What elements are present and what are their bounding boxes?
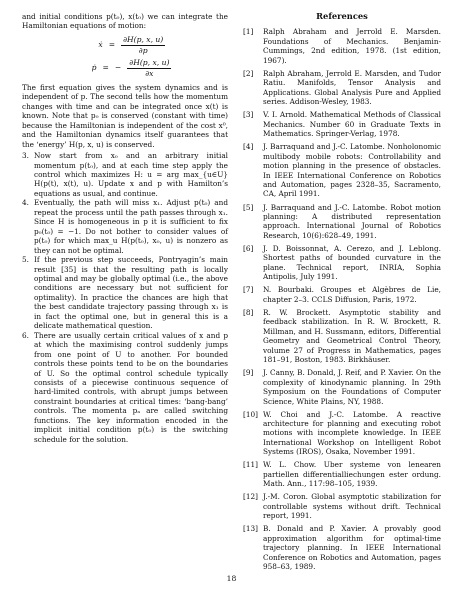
reference-number: [5] <box>243 202 254 212</box>
equation-p-dot-sign: − <box>114 63 122 73</box>
reference-number: [3] <box>243 110 254 120</box>
step-item <box>22 198 228 255</box>
references-heading: References <box>316 11 368 21</box>
reference-text: B. Donald and P. Xavier. A provably good approximation algorithm for optimal-time trajectory planning. In IEEE International Conference on Robotics and Automation, pages 958–63, 1989. <box>263 524 441 572</box>
reference-text: Ralph Abraham, Jerrold E. Marsden, and Tudor Ratiu. Manifolds, Tensor Analysis and Applications. Global Analysis Pure and Applied series. Addison-Wesley, 1983. <box>263 68 441 107</box>
reference-text: J. Barraquand and J.-C. Latombe. Nonholonomic multibody mobile robots: Controllability and motion planning in the presence of obstacles. In IEEE International Conference on Robotics and Automation, pages 2328–35, Sacramento, CA, April 1991. <box>263 142 441 199</box>
equation-p-dot-lhs: ṗ <box>91 63 97 73</box>
reference-number: [13] <box>243 524 258 534</box>
equation-p-dot <box>22 58 228 79</box>
reference-number: [6] <box>243 243 254 253</box>
reference-item <box>243 524 441 571</box>
equation-x-dot-equals: = <box>108 40 116 50</box>
procedure-steps <box>22 151 228 444</box>
equation-x-dot <box>22 35 228 56</box>
equation-p-dot-fraction <box>127 58 171 79</box>
reference-number: [10] <box>243 409 258 419</box>
step-number: 5. <box>22 255 29 265</box>
left-column <box>22 12 228 444</box>
right-column <box>243 12 441 575</box>
step-item <box>22 151 228 198</box>
step-text: Eventually, the path will miss x₁. Adjust p(t₀) and repeat the process until the path passes through x₁. Since H is homogeneous in p it is sufficient to fix p₀(t₀) = −1. Do not bother to consider values of p(t₀) for which max_u H(p(t₀), x₀, u) is nonzero as they can not be optimal. <box>34 198 228 255</box>
equation-x-dot-fraction <box>121 35 165 56</box>
reference-text: R. W. Brockett. Asymptotic stability and feedback stabilization. In R. W. Brockett, R. Millman, and H. Sussmann, editors, Differential Geometry and Geometrical Control Theory, volume 27 of Progress in Mathematics, pages 181–91, Boston, 1983. Birkhäuser. <box>263 307 441 365</box>
reference-number: [1] <box>243 27 254 37</box>
reference-text: W. Choi and J.-C. Latombe. A reactive architecture for planning and executing robot motions with incomplete knowledge. In IEEE International Workshop on Intelligent Robot Systems (IROS), Osaka, November 1991. <box>263 409 441 457</box>
step-text: There are usually certain critical values of x and p at which the maximising control suddenly jumps from one point of U to another. For bounded controls these points tend to be on the boundaries of U. So the optimal control schedule typically consists of a piecewise continuous sequence of hard-limited controls, with abrupt jumps between constraint boundaries at critical times: ‘bang-bang’ controls. The momenta pₐ are called switching functions. The key information encoded in the implicit initial condition p(t₀) is the switching schedule for the solution. <box>34 330 228 444</box>
reference-item <box>243 368 441 406</box>
reference-number: [12] <box>243 492 258 502</box>
reference-text: N. Bourbaki. Groupes et Algèbres de Lie, chapter 2–3. CCLS Diffusion, Paris, 1972. <box>263 285 441 304</box>
page-number: 18 <box>226 574 237 583</box>
step-number: 3. <box>22 151 29 161</box>
equation-p-dot-denominator: ∂x <box>145 68 154 78</box>
reference-text: Ralph Abraham and Jerrold E. Marsden. Foundations of Mechanics. Benjamin-Cummings, 2nd edition, 1978. (1st edition, 1967). <box>263 27 441 65</box>
step-number: 6. <box>22 330 29 340</box>
reference-number: [8] <box>243 307 254 317</box>
equation-x-dot-lhs: ẋ <box>98 40 103 50</box>
reference-item <box>243 308 441 365</box>
step-item <box>22 331 228 444</box>
reference-number: [11] <box>243 460 258 470</box>
reference-item <box>243 285 441 304</box>
reference-text: W. L. Chow. Uber systeme von lenearen partiellen differentialliechungen ester ordung. Math. Ann., 117:98–105, 1939. <box>263 460 441 489</box>
reference-item <box>243 492 441 520</box>
reference-list <box>243 27 441 571</box>
reference-item <box>243 69 441 107</box>
reference-text: V. I. Arnold. Mathematical Methods of Classical Mechanics. Number 60 in Graduate Texts in Mathematics. Springer-Verlag, 1978. <box>263 110 441 139</box>
equation-x-dot-numerator: ∂H(p, x, u) <box>123 34 164 44</box>
reference-text: J. D. Boissonnat, A. Cerezo, and J. Leblong. Shortest paths of bounded curvature in the plane. Technical report, INRIA, Sophia Antipolis, July 1991. <box>263 243 441 282</box>
hamilton-equations <box>22 35 228 79</box>
reference-number: [9] <box>243 368 254 378</box>
step-item <box>22 255 228 331</box>
reference-text: J.-M. Coron. Global asymptotic stabilization for controllable systems without drift. Technical report, 1991. <box>263 492 441 521</box>
intro-paragraph: and initial conditions p(t₀), x(t₀) we can integrate the Hamiltonian equations of motion: <box>22 12 228 31</box>
dynamics-paragraph: The first equation gives the system dynamics and is independent of p. The second tells how the momentum changes with time and can be integrated once x(t) is known. Note that p₀ is conserved (constant with time) because the Hamiltonian is independent of the cost x⁰, and the Hamiltonian dynamics itself guarantees that the ‘energy’ H(p, x, u) is conserved. <box>22 82 228 149</box>
reference-item <box>243 27 441 65</box>
equation-p-dot-equals: = <box>102 63 109 73</box>
reference-text: J. Barraquand and J.-C. Latombe. Robot motion planning: A distributed representation approach. International Journal of Robotics Research, 10(6):628–49, 1991. <box>263 202 441 240</box>
reference-item <box>243 460 441 488</box>
step-text: If the previous step succeeds, Pontryagin’s main result [35] is that the resulting path is locally optimal and may be globally optimal (i.e., the above conditions are necessary but not sufficient for optimality). In practice the chances are high that the best candidate trajectory passing through x₁ is in fact the optimal one, but in general this is a delicate mathematical question. <box>34 255 228 331</box>
step-text: Now start from x₀ and an arbitrary initial momentum p(t₀), and at each time step apply the control which maximizes H: u = arg max_{u∈U} H(p(t), x(t), u). Update x and p with Hamilton’s equations as usual, and continue. <box>34 151 228 198</box>
reference-text: J. Canny, B. Donald, J. Reif, and P. Xavier. On the complexity of kinodynamic planning. In 29th Symposium on the Foundations of Computer Science, White Plains, NY, 1988. <box>263 368 441 406</box>
reference-number: [7] <box>243 285 254 295</box>
reference-item <box>243 203 441 241</box>
reference-item <box>243 244 441 282</box>
equation-x-dot-denominator: ∂p <box>138 45 148 55</box>
reference-number: [2] <box>243 68 254 78</box>
step-number: 4. <box>22 198 29 208</box>
reference-item <box>243 110 441 138</box>
equation-p-dot-numerator: ∂H(p, x, u) <box>129 57 170 67</box>
reference-number: [4] <box>243 142 254 152</box>
reference-item <box>243 142 441 199</box>
reference-item <box>243 410 441 457</box>
